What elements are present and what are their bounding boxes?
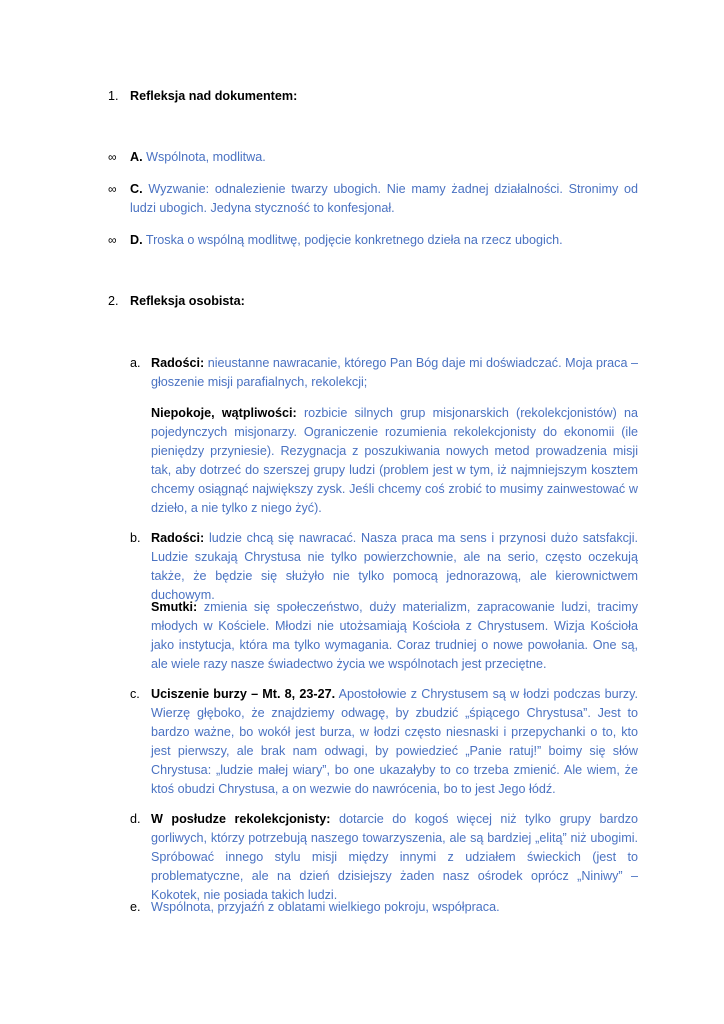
item-label: Uciszenie burzy – Mt. 8, 23-27.: [151, 687, 336, 701]
item-a-worries: [151, 404, 638, 518]
item-label: Radości:: [151, 531, 205, 545]
item-e-community: [151, 898, 638, 917]
item-label: Smutki:: [151, 600, 198, 614]
doc-item-a: [130, 148, 638, 167]
doc-item-label: A.: [130, 150, 143, 164]
section-1-number: 1.: [108, 89, 119, 103]
item-d-ministry: [151, 810, 638, 905]
item-text: Apostołowie z Chrystusem są w łodzi podczas burzy. Wierzę głęboko, że znajdziemy odwagę, by zbudzić „śpiącego Chrystusa”. Jest to bardzo ważne, bo wokół jest burza, w łodzi często niesnaski i przepychanki o to, kto jest pierwszy, ale brak nam odwagi, by powiedzieć „Panie ratuj!” boimy się słów Chrystusa: „ludzie małej wiary”, bo one ukazałyby to co trzeba zmienić. Ale wiem, że ktoś obudzi Chrystusa, a on wezwie do nawrócenia, bo to jest Jego łódź.: [151, 687, 638, 796]
item-text: Wspólnota, przyjaźń z oblatami wielkiego pokroju, współpraca.: [151, 900, 500, 914]
section-2-title: Refleksja osobista:: [130, 294, 245, 308]
item-text: ludzie chcą się nawracać. Nasza praca ma sens i przynosi dużo satsfakcji. Ludzie szukają Chrystusa nie tylko powierzchownie, ale na serio, często oczekują także, że będzie się służyło nie tylko pomocą jednorazową, ale kierownictwem duchowym.: [151, 531, 639, 602]
doc-item-text: Wspólnota, modlitwa.: [146, 150, 266, 164]
item-c-letter: c.: [130, 687, 140, 701]
item-c-storm: [151, 685, 638, 799]
infinity-bullet-icon: ∞: [108, 233, 117, 247]
item-text: dotarcie do kogoś więcej niż tylko grupy bardzo gorliwych, którzy potrzebują naszego towarzyszenia, ale są bardziej „elitą” niż ubogimi. Spróbować innego stylu misji między innymi z udziałem świeckich (jest to problematyczne, ale na dzień dzisiejszy żaden nasz ośrodek oprócz „Niniwy” – Kokotek, nie posiada takich ludzi.: [151, 812, 638, 902]
doc-item-d: [130, 231, 638, 250]
item-b-joys: [151, 529, 638, 605]
item-e-letter: e.: [130, 900, 141, 914]
section-2-number: 2.: [108, 294, 119, 308]
doc-item-text: Wyzwanie: odnalezienie twarzy ubogich. Nie mamy żadnej działalności. Stronimy od ludzi ubogich. Jedyna styczność to konfesjonał.: [130, 182, 638, 215]
item-a-joys: [151, 354, 638, 392]
item-label: Niepokoje, wątpliwości:: [151, 406, 297, 420]
item-b-sorrows: [151, 598, 638, 674]
item-d-letter: d.: [130, 812, 141, 826]
section-1-title: Refleksja nad dokumentem:: [130, 89, 298, 103]
item-text: rozbicie silnych grup misjonarskich (rekolekcjonistów) na pojedynczych misjonarzy. Ograniczenie rozumienia rekolekcjonisty do ekonomii (ile pieniędzy przyniesie). Rezygnacja z poszukiwania nowych metod prowadzenia misji tak, aby dotrzeć do szerszej grupy ludzi (problem jest w tym, iż najmniejszym kosztem chcemy osiągnąć największy zysk. Jeśli chcemy coś zrobić to musimy zainwestować w dzieło, a nie tylko z niego żyć).: [151, 406, 639, 515]
doc-item-c: [130, 180, 638, 218]
item-label: Radości:: [151, 356, 205, 370]
doc-item-text: Troska o wspólną modlitwę, podjęcie konkretnego dzieła na rzecz ubogich.: [145, 233, 563, 247]
infinity-bullet-icon: ∞: [108, 182, 117, 196]
item-label: W posłudze rekolekcjonisty:: [151, 812, 331, 826]
item-a-letter: a.: [130, 356, 141, 370]
doc-item-label: C.: [130, 182, 143, 196]
infinity-bullet-icon: ∞: [108, 150, 117, 164]
item-text: zmienia się społeczeństwo, duży materializm, zapracowanie ludzi, tracimy młodych w Kościele. Młodzi nie utożsamiają Kościoła z Chrystusem. Wizja Kościoła jako instytucja, która ma tylko wymagania. Coraz trudniej o nowe powołania. One są, ale wiele razy nasze świadectwo życia we wspólnotach jest przeciętne.: [151, 600, 638, 671]
item-b-letter: b.: [130, 531, 141, 545]
doc-item-label: D.: [130, 233, 143, 247]
item-text: nieustanne nawracanie, którego Pan Bóg daje mi doświadczać. Moja praca – głoszenie misji parafialnych, rekolekcji;: [151, 356, 639, 389]
